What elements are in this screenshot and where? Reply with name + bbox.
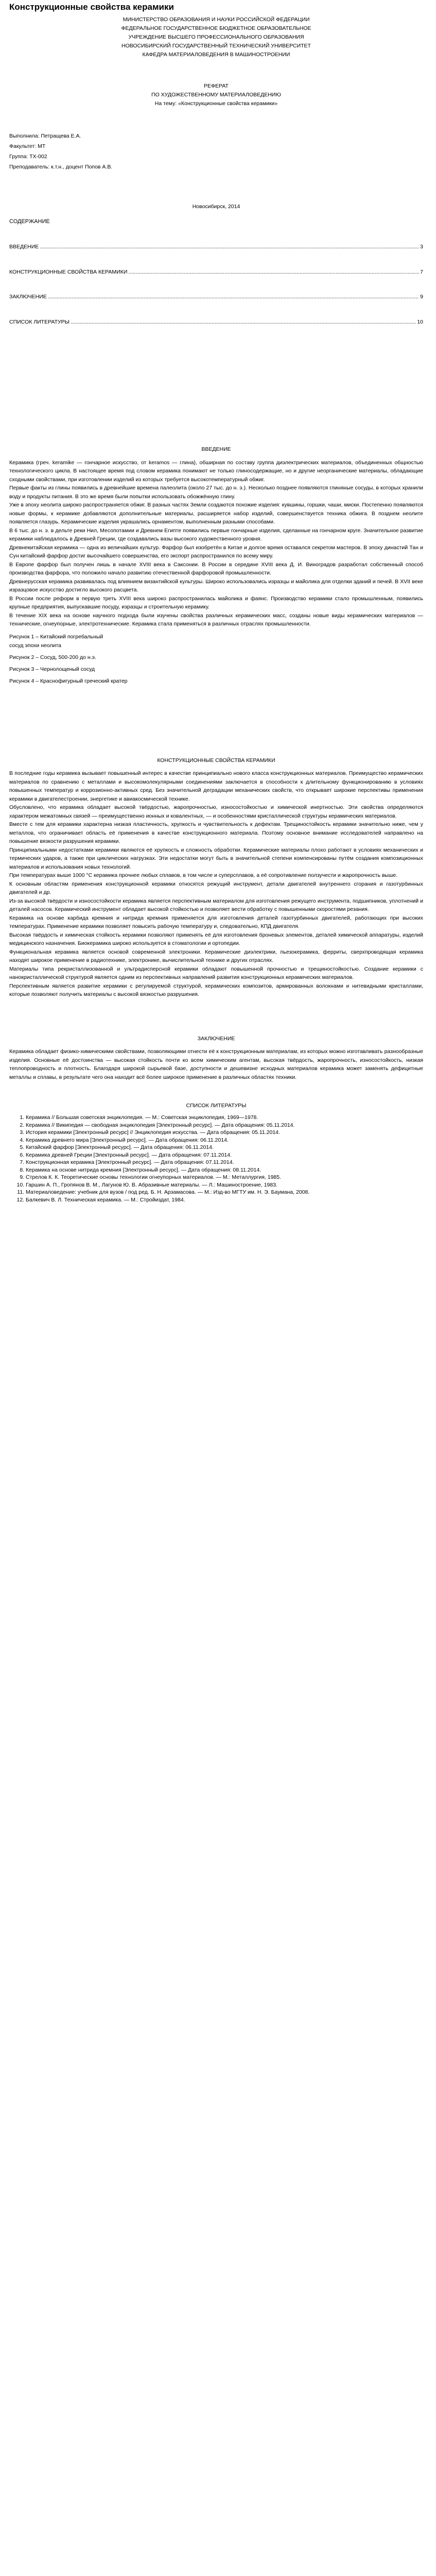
figure-caption: Рисунок 2 – Сосуд, 500-200 до н.э. — [9, 654, 96, 660]
author-name: Выполнила: Петращева Е.А. — [9, 133, 81, 139]
reference-item: 1. Керамика // Большая советская энциклопедия. — М.: Советская энциклопедия, 1969—1978. — [26, 1114, 423, 1122]
references-list — [9, 1114, 423, 1204]
document-title: Конструкционные свойства керамики — [9, 2, 174, 12]
toc-item-page: 10 — [417, 319, 423, 326]
report-topic: На тему: «Конструкционные свойства керамики» — [154, 100, 278, 107]
reference-item: 10. Гаршин А. П., Гропянов В. М., Лагунов Ю. В. Абразивные материалы. — Л.: Машиностроение, 1983. — [26, 1181, 423, 1189]
properties-body — [9, 769, 423, 999]
toc-leader — [71, 318, 416, 326]
reference-item: 8. Керамика на основе нитрида кремния [Электронный ресурс]. — Дата обращения: 08.11.2014. — [26, 1166, 423, 1174]
reference-item: 7. Конструкционная керамика [Электронный ресурс]. — Дата обращения: 07.11.2014. — [26, 1159, 423, 1166]
intro-title: ВВЕДЕНИЕ — [201, 446, 231, 452]
properties-paragraph: Из-за высокой твёрдости и износостойкости керамика является перспективным материалом для изготовления режущего инструмента, подшипников, уплотнений и деталей насосов. Керамический инструмент обладает высокой стойкостью и позволяет вести обработку с повышенными скоростями резания. — [9, 897, 423, 913]
reference-item: 6. Керамика древней Греции [Электронный ресурс]. — Дата обращения: 07.11.2014. — [26, 1151, 423, 1159]
toc-leader — [48, 293, 419, 301]
reference-item: 9. Стрелов К. К. Теоретические основы технологии огнеупорных материалов. — М.: Металлургия, 1985. — [26, 1174, 423, 1181]
toc-item-label: ЗАКЛЮЧЕНИЕ — [9, 294, 47, 300]
toc-item-page: 3 — [420, 244, 423, 250]
intro-paragraph: В Европе фарфор был получен лишь в начале XVIII века в Саксонии. В России в середине XVIII века Д. И. Виноградов разработал собственный способ производства фарфора, что положило начало развитию отечественной фарфоровой промышленности. — [9, 561, 423, 577]
toc-leader — [128, 268, 419, 276]
intro-paragraph: Уже в эпоху неолита широко распространяется обжиг. В разных частях Земли создаются похожие изделия: кувшины, горшки, чаши, миски. Постепенно появляются новые формы, к керамике добавляются дополнительные материалы, расширяется набор изделий, совершенствуется техника обжига. В позднем неолите появляется глазурь. Керамические изделия украшались орнаментом, выполненным разными способами. — [9, 502, 423, 526]
properties-paragraph: При температурах выше 1000 °С керамика прочнее любых сплавов, в том числе и суперсплавов, а её сопротивление ползучести и жаропрочность выше. — [9, 872, 398, 879]
city-year: Новосибирск, 2014 — [192, 204, 240, 210]
toc-leader — [40, 243, 419, 251]
figure-caption: Рисунок 1 – Китайский погребальный — [9, 633, 103, 640]
conclusion-title: ЗАКЛЮЧЕНИЕ — [197, 1035, 235, 1042]
author-info — [9, 131, 423, 172]
reference-item: 12. Балкевич В. Л. Техническая керамика. — М.: Стройиздат, 1984. — [26, 1196, 423, 1204]
ministry-line: МИНИСТЕРСТВО ОБРАЗОВАНИЯ И НАУКИ РОССИЙСКОЙ ФЕДЕРАЦИИ — [123, 16, 310, 23]
department-line: КАФЕДРА МАТЕРИАЛОВЕДЕНИЯ В МАШИНОСТРОЕНИИ — [142, 52, 290, 58]
intro-paragraph: В 6 тыс. до н. э. в дельте реки Нил, Месопотамии и Древнем Египте появились первые гончарные изделия, сделанные на гончарном круге. Значительное развитие керамики наблюдалось в Древней Греции, где создавались вазы высокого художественного уровня. — [9, 527, 423, 543]
reference-item: 4. Керамика древнего мира [Электронный ресурс]. — Дата обращения: 06.11.2014. — [26, 1137, 423, 1144]
toc-item-page: 7 — [420, 268, 423, 275]
reference-item: 5. Китайский фарфор [Электронный ресурс]. — Дата обращения: 06.11.2014. — [26, 1144, 423, 1151]
properties-paragraph: Перспективным является развитие керамики с регулируемой структурой, керамических композитов, армированных волокнами и нитевидными кристаллами, которые позволяют получить материалы с высокой вязкостью разрушения. — [9, 982, 423, 998]
figure-caption: Рисунок 3 – Чернолощеный сосуд — [9, 666, 95, 672]
institution-line-2: УЧРЕЖДЕНИЕ ВЫСШЕГО ПРОФЕССИОНАЛЬНОГО ОБРАЗОВАНИЯ — [128, 34, 304, 40]
university-line: НОВОСИБИРСКИЙ ГОСУДАРСТВЕННЫЙ ТЕХНИЧЕСКИЙ УНИВЕРСИТЕТ — [121, 43, 311, 49]
properties-paragraph: К основным областям применения конструкционной керамики относятся режущий инструмент, детали двигателей внутреннего сгорания и газотурбинных двигателей и др. — [9, 880, 423, 896]
properties-paragraph: Обусловлено, что керамика обладает высокой твёрдостью, жаропрочностью, износостойкостью и химической инертностью. Эти свойства определяются характером межатомных связей — преимущественно ионных и ковалентных, — и особенностями кристаллической структуры керамических материалов. — [9, 804, 423, 819]
intro-body — [9, 459, 423, 629]
group: Группа: ТХ-002 — [9, 154, 47, 160]
institution-line-1: ФЕДЕРАЛЬНОЕ ГОСУДАРСТВЕННОЕ БЮДЖЕТНОЕ ОБРАЗОВАТЕЛЬНОЕ — [121, 25, 311, 31]
properties-paragraph: Керамика на основе карбида кремния и нитрида кремния применяется для изготовления деталей газотурбинных двигателей, работающих при высоких температурах. Применение керамики позволяет повысить рабочую температуру и, следовательно, КПД двигателя. — [9, 914, 423, 930]
toc-item-label: СПИСОК ЛИТЕРАТУРЫ — [9, 319, 69, 326]
figure-captions — [9, 633, 423, 686]
reference-item: 2. Керамика // Википедия — свободная энциклопедия [Электронный ресурс]. — Дата обращения: 05.11.2014. — [26, 1122, 423, 1129]
intro-paragraph: Керамика (греч. keramike — гончарное искусство, от keramos — глина), обширная по составу группа диэлектрических материалов, объединенных общностью технологического цикла. В настоящее время под словом керамика понимают не только глиносодержащие, но и другие неорганические материалы, обладающие сходными свойствами, при изготовлении изделий из которых требуется высокотемпературный обжиг. — [9, 459, 423, 483]
toc-title: СОДЕРЖАНИЕ — [9, 218, 50, 225]
teacher: Преподаватель: к.т.н., доцент Попов А.В. — [9, 164, 113, 170]
properties-paragraph: Вместе с тем для керамики характерна низкая пластичность, хрупкость и чувствительность к дефектам. Трещиностойкость керамики значительно ниже, чем у металлов, что ограничивает область её применения в качестве конструкционного материала. Поэтому основное внимание исследователей направлено на повышение вязкости разрушения керамики. — [9, 821, 423, 845]
properties-paragraph: Принципиальными недостатками керамики являются её хрупкость и сложность обработки. Керамические материалы плохо работают в условиях механических и термических ударов, а также при циклических нагрузках. Эти недостатки могут быть в значительной степени компенсированы путём создания композиционных материалов и использования новых технологий. — [9, 846, 423, 870]
toc-item-page: 9 — [420, 294, 423, 300]
report-subject: ПО ХУДОЖЕСТВЕННОМУ МАТЕРИАЛОВЕДЕНИЮ — [151, 92, 281, 98]
faculty: Факультет: МТ — [9, 143, 46, 149]
toc-item-intro — [9, 243, 423, 251]
toc-item-label: ВВЕДЕНИЕ — [9, 244, 39, 250]
conclusion-body — [9, 1047, 423, 1081]
intro-paragraph: В течение XIX века на основе научного подхода были изучены свойства различных керамических масс, созданы новые виды керамических материалов — технические, огнеупорные, электротехнические. Керамика стала применяться в различных отраслях промышленности. — [9, 612, 423, 628]
properties-paragraph: В последние годы керамика вызывает повышенный интерес в качестве принципиально нового класса конструкционных материалов. Преимущество керамических материалов по сравнению с металлами и высокомолекулярными соединениями заключается в способности к длительному функционированию в условиях повышенных температур и коррозионно-активных сред. Без значительной деградации механических свойств, что открывает широкие перспективы применения керамики в двигателестроении, энергетике и авиакосмической технике. — [9, 770, 423, 802]
page-break — [9, 686, 423, 732]
references-title: СПИСОК ЛИТЕРАТУРЫ — [186, 1103, 247, 1109]
report-label: РЕФЕРАТ — [204, 83, 229, 89]
page-break — [9, 326, 423, 421]
figure-caption: сосуд эпохи неолита — [9, 642, 61, 649]
intro-paragraph: Древнекитайская керамика — одна из величайших культур. Фарфор был изобретён в Китае и долгое время оставался секретом мастеров. В эпоху династий Тан и Сун китайский фарфор достиг высочайшего совершенства, его экспорт распространился по всему миру. — [9, 544, 423, 560]
intro-paragraph: Древнерусская керамика развивалась под влиянием византийской культуры. Широко использовались изразцы и майолика для отделки зданий и печей. В XVII веке изразцовое искусство достигло высокого расцвета. — [9, 578, 423, 594]
reference-item: 3. История керамики [Электронный ресурс] // Энциклопедия искусства. — Дата обращения: 05.11.2014. — [26, 1129, 423, 1137]
title-page-header — [9, 15, 423, 59]
conclusion-paragraph: Керамика обладает физико-химическими свойствами, позволяющими отнести её к конструкционным материалам, из которых можно изготавливать разнообразные изделия. Основные её достоинства — высокая стойкость почти ко всем химическим агентам, высокая твёрдость, жаропрочность, износостойкость, низкая теплопроводность и плотность. Благодаря широкой сырьевой базе, доступности и дешевизне исходных материалов керамика может заменять дефицитные металлы и сплавы, в результате чего она находит всё более широкое применение в различных областях техники. — [9, 1048, 423, 1080]
toc-item-conclusion — [9, 293, 423, 301]
properties-paragraph: Функциональная керамика является основой современной электроники. Керамические диэлектрики, пьезокерамика, ферриты, сверхпроводящая керамика находят широкое применение в радиотехнике, электронике, вычислительной технике и других отраслях. — [9, 948, 423, 964]
figure-caption: Рисунок 4 – Краснофигурный греческий кратер — [9, 677, 128, 684]
toc-item-properties — [9, 268, 423, 276]
toc-item-references — [9, 318, 423, 326]
intro-paragraph: В России после реформ в первую треть XVIII века широко распространилась майолика и фаянс. Производство керамики стало промышленным, появились крупные предприятия, выпускавшие посуду, изразцы и строительную керамику. — [9, 595, 423, 611]
properties-paragraph: Материалы типа рекристаллизованной и ультрадисперсной керамики обладают повышенной прочностью и трещиностойкостью. Создание керамики с нанокристаллической структурой является одним из перспективных направлений развития конструкционных керамических материалов. — [9, 965, 423, 981]
report-title-block — [9, 82, 423, 108]
reference-item: 11. Материаловедение: учебник для вузов / под ред. Б. Н. Арзамасова. — М.: Изд-во МГТУ им. Н. Э. Баумана, 2008. — [26, 1189, 423, 1196]
properties-paragraph: Высокая твёрдость и химическая стойкость керамики позволяют применять её для изготовления броневых элементов, деталей химической аппаратуры, изделий медицинского назначения. Биокерамика широко используется в стоматологии и ортопедии. — [9, 931, 423, 947]
intro-paragraph: Первые факты из глины появились в древнейшие времена палеолита (около 27 тыс. до н. э.). Несколько позднее появляются глиняные сосуды, в которых хранили воду и продукты питания. В это же время были попытки использовать обожжённую глину. — [9, 485, 423, 500]
toc-item-label: КОНСТРУКЦИОННЫЕ СВОЙСТВА КЕРАМИКИ — [9, 268, 128, 275]
properties-title: КОНСТРУКЦИОННЫЕ СВОЙСТВА КЕРАМИКИ — [157, 757, 275, 764]
